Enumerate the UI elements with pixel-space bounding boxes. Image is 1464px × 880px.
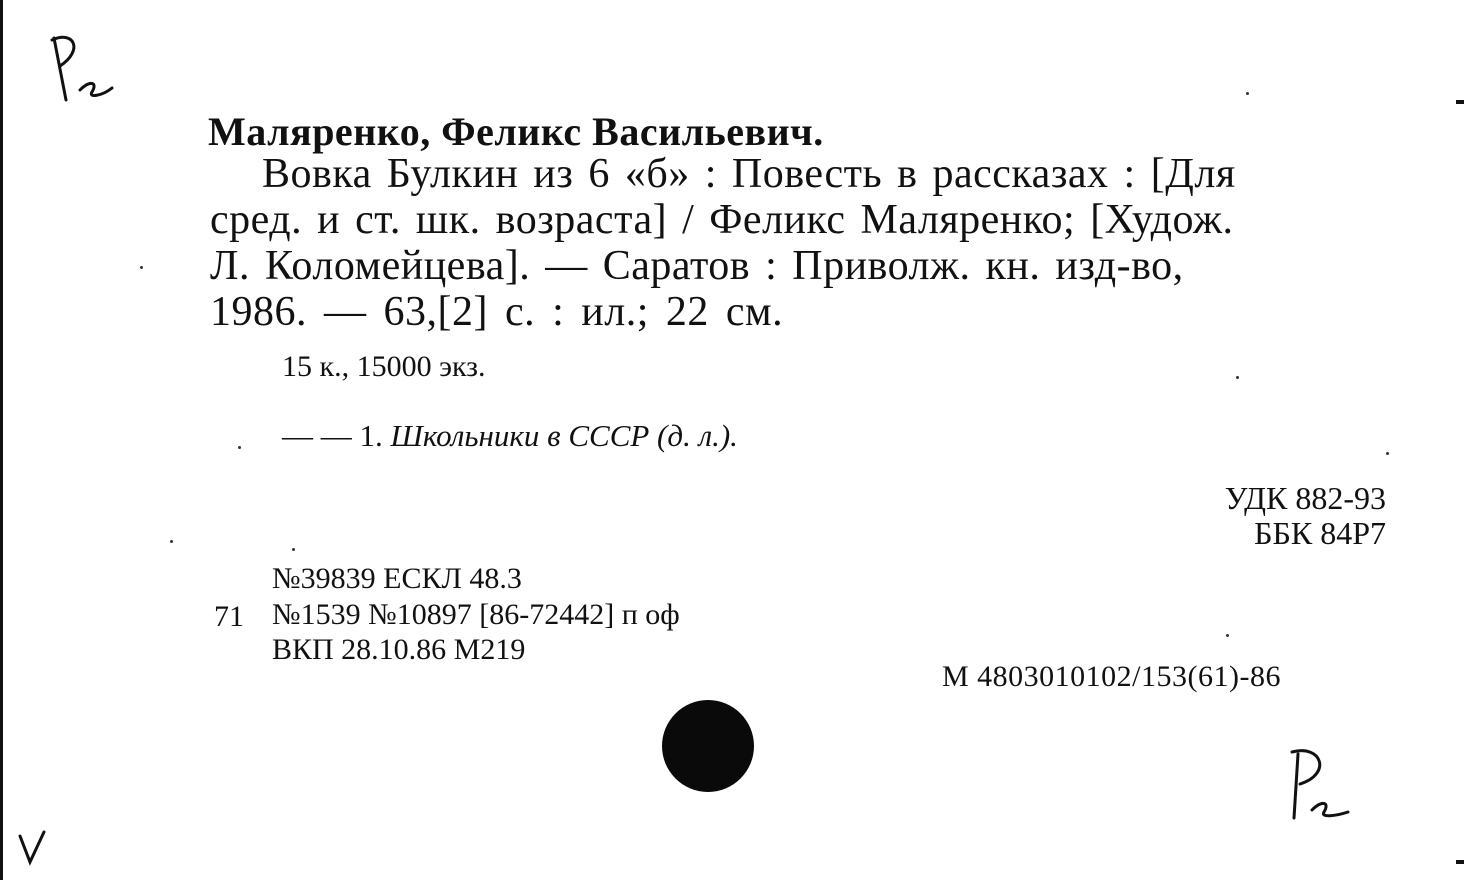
scan-speck <box>1226 634 1229 637</box>
card-edge-mark <box>1456 860 1464 864</box>
title-line-4: 1986. — 63,[2] с. : ил.; 22 см. <box>210 289 784 335</box>
bbk-code: ББК 84Р7 <box>1254 515 1386 551</box>
title-line-1: Вовка Булкин из 6 «б» : Повесть в рассказах : [Для <box>262 151 1236 197</box>
scan-speck <box>1246 92 1249 95</box>
punched-hole <box>662 700 754 792</box>
catalog-line-3: ВКП 28.10.86 М219 <box>272 633 526 666</box>
title-line-2: сред. и ст. шк. возраста] / Феликс Маляренко; [Худож. <box>210 197 1234 243</box>
m-code: М 4803010102/153(61)-86 <box>942 660 1281 693</box>
author-heading: Маляренко, Феликс Васильевич. <box>208 109 824 154</box>
scan-speck <box>238 446 241 449</box>
scan-speck <box>170 540 173 543</box>
scan-speck <box>1386 452 1389 455</box>
card-left-edge <box>0 0 3 880</box>
scan-speck <box>1236 376 1239 379</box>
scan-speck <box>140 266 143 269</box>
handwritten-mark-bottom-right <box>1278 740 1368 830</box>
catalog-line-2: №1539 №10897 [86-72442] п оф <box>272 598 680 631</box>
subject-text: Школьники в СССР (д. л.). <box>390 418 738 453</box>
subject-heading <box>282 418 738 454</box>
udk-code: УДК 882-93 <box>1224 480 1386 516</box>
card-edge-mark <box>1456 100 1464 104</box>
title-line-3: Л. Коломейцева]. — Саратов : Приволж. кн. изд-во, <box>210 243 1184 289</box>
handwritten-check-mark <box>14 826 54 870</box>
handwritten-mark-top-left <box>44 30 124 110</box>
catalog-line-1: №39839 ЕСКЛ 48.3 <box>272 562 522 595</box>
catalog-number: 71 <box>214 600 244 633</box>
price-and-print-run: 15 к., 15000 экз. <box>282 350 486 383</box>
scan-speck <box>292 548 295 551</box>
subject-prefix: — — 1. <box>282 418 383 453</box>
